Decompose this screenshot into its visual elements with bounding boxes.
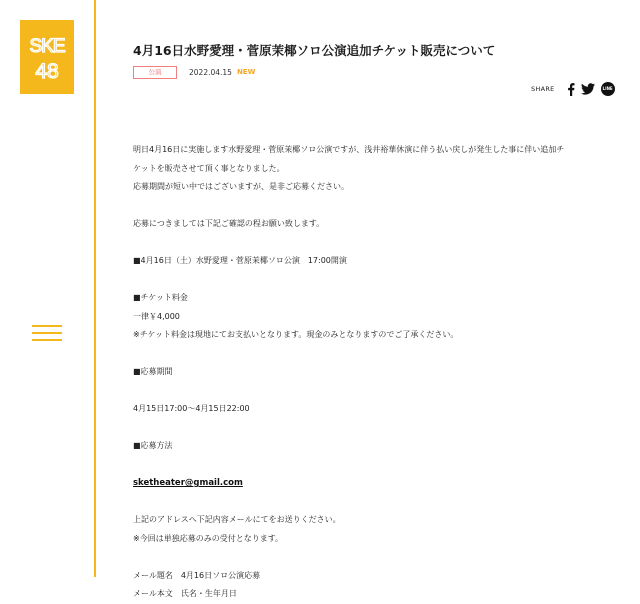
price-heading: ■チケット料金 <box>133 293 188 302</box>
spacer <box>133 456 613 475</box>
spacer <box>133 345 613 364</box>
spacer <box>133 493 613 512</box>
article-title: 4月16日水野愛理・菅原茉椰ソロ公演追加チケット販売について <box>133 43 496 58</box>
logo-text-top: SKE <box>29 36 65 57</box>
period-value: 4月15日17:00～4月15日22:00 <box>133 404 250 413</box>
menu-bar-icon <box>32 332 62 334</box>
line-icon[interactable]: LINE <box>601 82 615 96</box>
method-heading: ■応募方法 <box>133 441 173 450</box>
body-text: ※今回は単独応募のみの受付となります。 <box>133 533 284 543</box>
mail-subject: メール題名 4月16日ソロ公演応募 <box>133 570 261 580</box>
mail-body: メール本文 氏名・生年月日 <box>133 589 237 598</box>
sidebar <box>0 0 96 577</box>
period-heading: ■応募期間 <box>133 367 173 376</box>
body-text: 応募につきましては下記ご確認の程お願い致します。 <box>133 219 325 228</box>
body-text: ケットを販売させて頂く事となりました。 <box>133 163 285 173</box>
new-badge: NEW <box>236 68 256 76</box>
logo-mark <box>20 20 74 94</box>
menu-bar-icon <box>32 325 62 327</box>
spacer <box>133 234 613 253</box>
spacer <box>133 197 613 216</box>
body-text: 応募期間が短い中ではございますが、是非ご応募ください。 <box>133 182 349 191</box>
show-info: ■4月16日（土）水野愛理・菅原茉椰ソロ公演 17:00開演 <box>133 256 347 265</box>
spacer <box>133 271 613 290</box>
body-text: 上記のアドレスへ下記内容メールにてをお送りください。 <box>133 515 341 524</box>
spacer <box>133 382 613 401</box>
twitter-icon[interactable] <box>581 83 595 95</box>
share-label: SHARE <box>531 85 555 93</box>
hamburger-menu-button[interactable] <box>32 325 62 341</box>
article-body <box>133 141 613 604</box>
share-bar <box>531 81 615 97</box>
spacer <box>133 548 613 567</box>
email-link[interactable]: sketheater@gmail.com <box>133 478 243 488</box>
ske48-logo[interactable] <box>20 20 74 94</box>
price-note: ※チケット料金は現地にてお支払いとなります。現金のみとなりますのでご了承ください。 <box>133 330 459 339</box>
body-text: 明日4月16日に実施します水野愛理・菅原茉椰ソロ公演ですが、浅井裕華休演に伴う払い戻しが発生した事に伴い追加チ <box>133 145 565 154</box>
article-date: 2022.04.15 <box>189 67 232 77</box>
article-meta <box>133 66 255 78</box>
spacer <box>133 419 613 438</box>
price-value: 一律￥4,000 <box>133 311 180 321</box>
facebook-icon[interactable] <box>567 83 575 96</box>
logo-text-bottom: 48 <box>35 60 59 83</box>
menu-bar-icon <box>32 339 62 341</box>
category-badge[interactable]: 公演 <box>133 66 177 79</box>
